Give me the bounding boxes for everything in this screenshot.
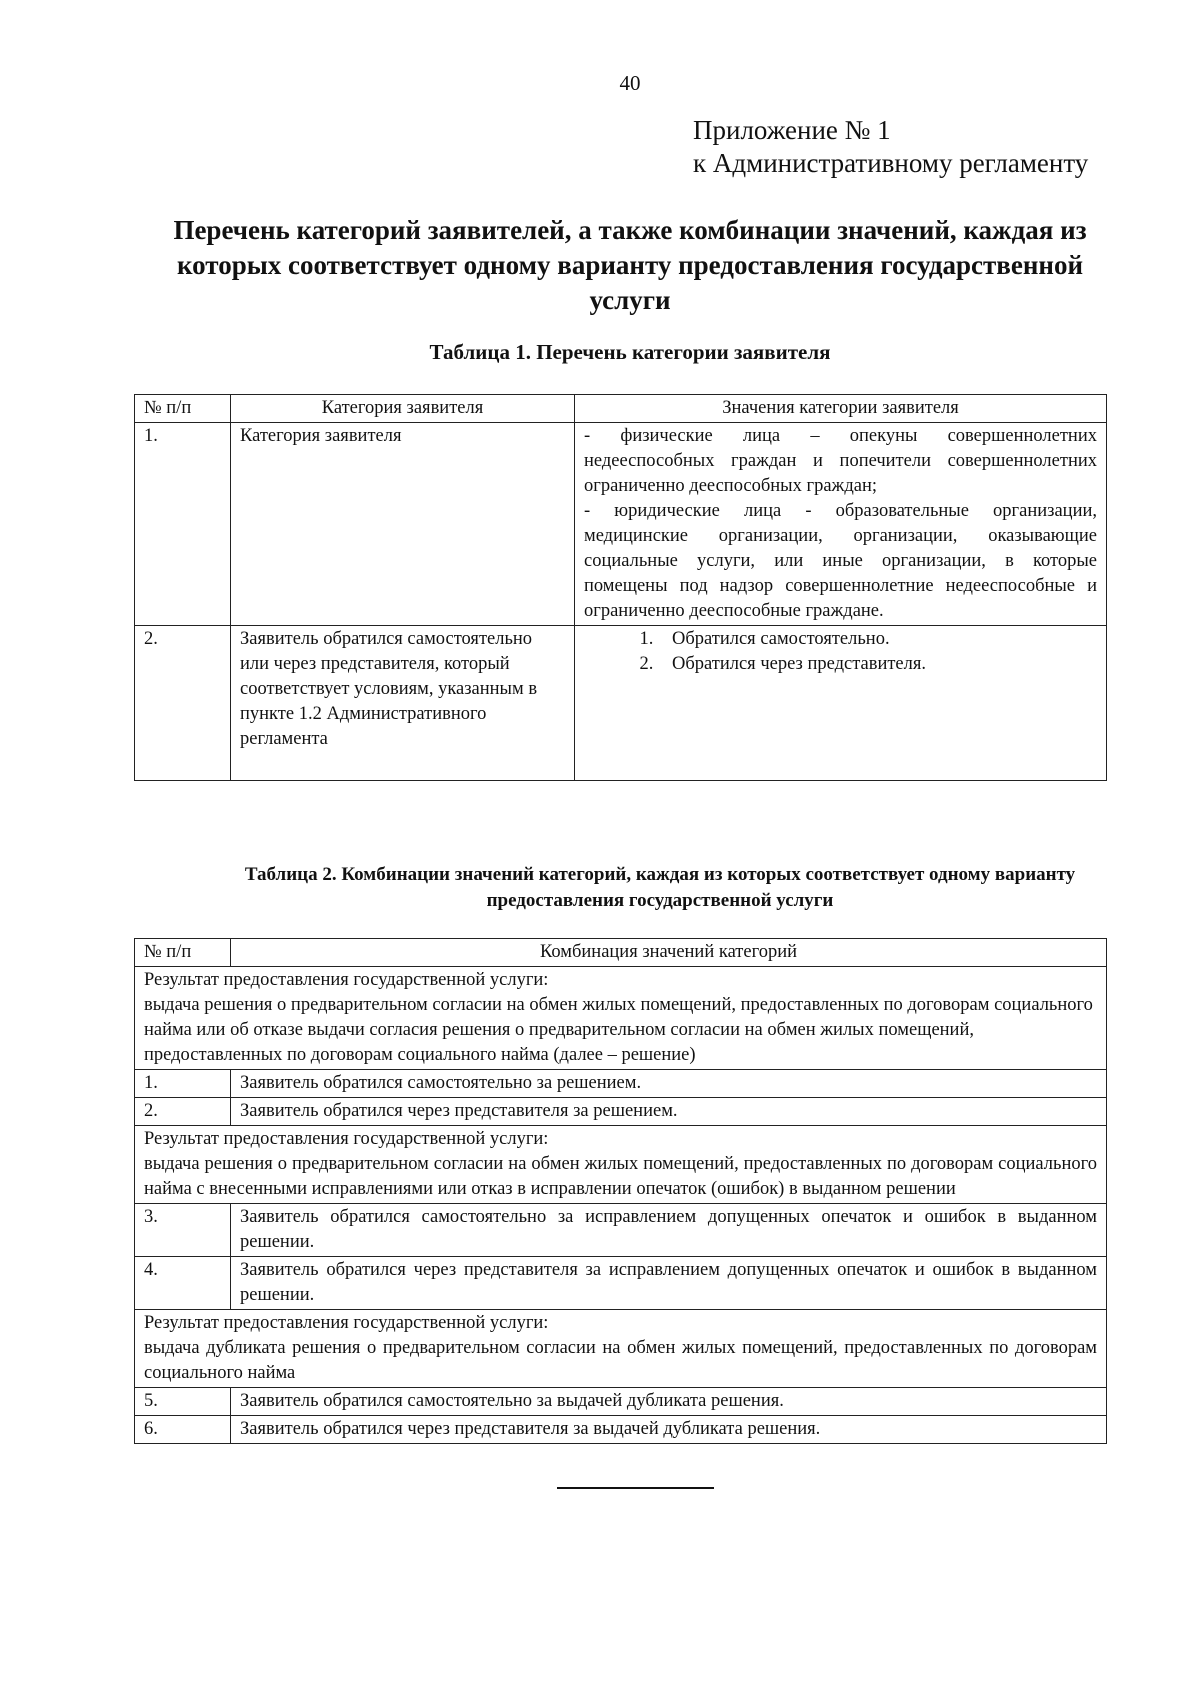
header-cell: Комбинация значений категорий (231, 939, 1107, 967)
table-row (135, 423, 1107, 626)
header-cell: Категория заявителя (231, 395, 575, 423)
categories-table (134, 394, 1107, 781)
document-title: Перечень категорий заявителей, а также комбинации значений, каждая из которых соответствует одному варианту предоставления государственной услуги (173, 215, 1087, 315)
result-description: Результат предоставления государственной услуги: выдача решения о предварительном согласии на обмен жилых помещений, предоставленных по договорам социального найма или об отказе выдачи согласия решения о предварительном согласии на обмен жилых помещений, предоставленных по договорам социального найма (далее – решение) (135, 967, 1107, 1070)
row-number: 3. (135, 1204, 231, 1257)
result-description: Результат предоставления государственной услуги: выдача решения о предварительном согласии на обмен жилых помещений, предоставленных по договорам социального найма с внесенными исправлениями или отказ в исправлении опечаток (ошибок) в выданном решении (135, 1126, 1107, 1204)
appendix-line-2: к Административному регламенту (693, 148, 1089, 178)
combination-cell: Заявитель обратился через представителя за выдачей дубликата решения. (231, 1416, 1107, 1444)
list-item: 2. Обратился через представителя. (658, 652, 1097, 677)
option-list (584, 627, 1097, 677)
result-group-row (135, 967, 1107, 1070)
table-row (135, 1257, 1107, 1310)
table-row (135, 1388, 1107, 1416)
page-number: 40 (619, 71, 641, 95)
table-header-row (135, 939, 1107, 967)
result-group-row (135, 1310, 1107, 1388)
header-cell: Значения категории заявителя (575, 395, 1107, 423)
category-cell: Категория заявителя (231, 423, 575, 626)
header-cell: № п/п (135, 395, 231, 423)
row-number: 1. (135, 1070, 231, 1098)
row-number: 4. (135, 1257, 231, 1310)
header-cell: № п/п (135, 939, 231, 967)
table-header-row (135, 395, 1107, 423)
combinations-table (134, 938, 1107, 1444)
row-number: 6. (135, 1416, 231, 1444)
category-values-cell (575, 626, 1107, 781)
appendix-heading (693, 114, 1088, 180)
row-number: 1. (135, 423, 231, 626)
list-item: 1. Обратился самостоятельно. (658, 627, 1097, 652)
result-description: Результат предоставления государственной услуги: выдача дубликата решения о предварительном согласии на обмен жилых помещений, предоставленных по договорам социального найма (135, 1310, 1107, 1388)
combination-cell: Заявитель обратился самостоятельно за выдачей дубликата решения. (231, 1388, 1107, 1416)
combination-cell: Заявитель обратился самостоятельно за исправлением допущенных опечаток и ошибок в выданном решении. (231, 1204, 1107, 1257)
table1-caption: Таблица 1. Перечень категории заявителя (429, 340, 831, 364)
table-row (135, 1070, 1107, 1098)
table-row (135, 1416, 1107, 1444)
closing-divider (557, 1487, 714, 1489)
combination-cell: Заявитель обратился через представителя за решением. (231, 1098, 1107, 1126)
row-number: 2. (135, 1098, 231, 1126)
combination-cell: Заявитель обратился самостоятельно за решением. (231, 1070, 1107, 1098)
appendix-line-1: Приложение № 1 (693, 115, 891, 145)
category-values-cell: - физические лица – опекуны совершеннолетних недееспособных граждан и попечители совершеннолетних ограниченно дееспособных граждан; - юридические лица - образовательные организации, медицинские организации, организации, оказывающие социальные услуги, или иные организации, в которые помещены под надзор совершеннолетние недееспособные и ограниченно дееспособные граждане. (575, 423, 1107, 626)
table-row (135, 1204, 1107, 1257)
row-number: 5. (135, 1388, 231, 1416)
row-number: 2. (135, 626, 231, 781)
table-row (135, 1098, 1107, 1126)
result-group-row (135, 1126, 1107, 1204)
category-cell: Заявитель обратился самостоятельно или через представителя, который соответствует условиям, указанным в пункте 1.2 Административного регламента (231, 626, 575, 781)
combination-cell: Заявитель обратился через представителя за исправлением допущенных опечаток и ошибок в выданном решении. (231, 1257, 1107, 1310)
table-row (135, 626, 1107, 781)
table2-caption: Таблица 2. Комбинации значений категорий, каждая из которых соответствует одному варианту предоставления государственной услуги (244, 864, 1076, 911)
